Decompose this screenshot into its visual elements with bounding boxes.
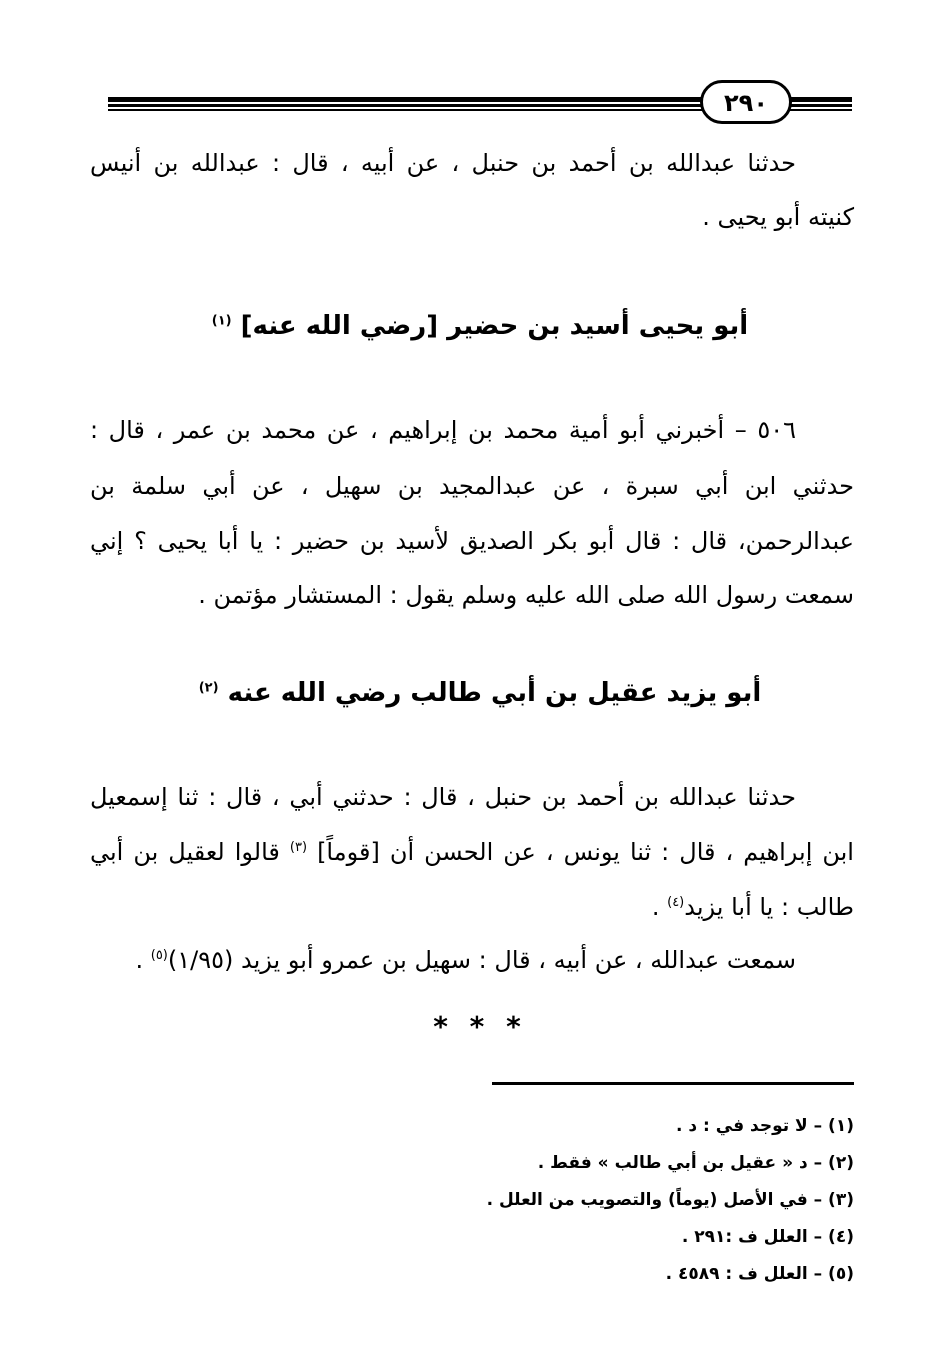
footnote-1-number: (١) –	[813, 1116, 854, 1136]
footnote-1	[354, 1111, 854, 1141]
intro-line-2: كنيته أبو يحيى .	[702, 203, 854, 231]
footnote-marker-4: (٤)	[667, 895, 685, 910]
section-2-line-2-part-a: ابن إبراهيم ، قال : ثنا يونس ، عن الحسن أن [قوماً]	[317, 838, 854, 866]
footnote-5-number: (٥) –	[813, 1264, 854, 1284]
section-2-line-3-part-b: .	[651, 893, 660, 921]
footnote-rule	[492, 1082, 854, 1085]
footnote-2-text: د « عقيل بن أبي طالب » فقط .	[537, 1153, 808, 1173]
footnote-4	[354, 1222, 854, 1252]
section-1-line-4: سمعت رسول الله صلى الله عليه وسلم يقول : المستشار مؤتمن .	[198, 581, 854, 609]
footnote-marker-1: (١)	[211, 313, 232, 329]
footnote-2-number: (٢) –	[813, 1153, 854, 1173]
footnote-3	[354, 1185, 854, 1215]
footnote-marker-5: (٥)	[150, 948, 168, 963]
footnote-2	[354, 1148, 854, 1178]
section-1-line-2: حدثني ابن أبي سبرة ، عن عبدالمجيد بن سهيل ، عن أبي سلمة بن	[90, 472, 854, 500]
section-2-line-4-part-b: .	[135, 946, 144, 974]
footnote-4-number: (٤) –	[813, 1227, 854, 1247]
section-1-line-3: عبدالرحمن، قال : قال أبو بكر الصديق لأسيد بن حضير : يا أبا يحيى ؟ إني	[90, 527, 854, 555]
footnote-marker-2: (٢)	[198, 680, 219, 696]
section-2-line-3	[90, 887, 854, 927]
section-2-line-4-part-a: سمعت عبدالله ، عن أبيه ، قال : سهيل بن عمرو أبو يزيد (١/٩٥)	[167, 946, 796, 974]
intro-line-1: حدثنا عبدالله بن أحمد بن حنبل ، عن أبيه ، قال : عبدالله بن أنيس	[90, 149, 796, 177]
section-2-line-2-part-b: قالوا لعقيل بن أبي	[90, 838, 280, 866]
section-2-heading	[108, 673, 852, 713]
section-1-heading-text: أبو يحيى أسيد بن حضير [رضي الله عنه]	[240, 311, 749, 341]
footnote-marker-3: (٣)	[289, 840, 308, 855]
section-2-line-3-part-a: طالب : يا أبا يزيد	[684, 893, 854, 921]
section-2-heading-text: أبو يزيد عقيل بن أبي طالب رضي الله عنه	[227, 678, 762, 708]
footnote-5	[354, 1259, 854, 1289]
footnote-3-text: في الأصل (يوماً) والتصويب من العلل .	[486, 1190, 808, 1210]
footnote-1-text: لا توجد في : د .	[676, 1116, 808, 1136]
page-number-frame	[700, 80, 792, 124]
section-1-line-1: ٥٠٦ – أخبرني أبو أمية محمد بن إبراهيم ، عن محمد بن عمر ، قال :	[90, 416, 796, 444]
footnote-4-text: العلل ف :٢٩١ .	[681, 1227, 808, 1247]
section-2-line-2	[90, 832, 854, 872]
section-1-heading	[108, 306, 852, 346]
footnote-5-text: العلل ف : ٤٥٨٩ .	[665, 1264, 808, 1284]
footnote-3-number: (٣) –	[813, 1190, 854, 1210]
section-2-line-4	[90, 940, 796, 980]
page-number: ٢٩٠	[724, 89, 768, 117]
section-2-line-1: حدثنا عبدالله بن أحمد بن حنبل ، قال : حدثني أبي ، قال : ثنا إسمعيل	[90, 783, 796, 811]
section-separator: * * *	[433, 1010, 527, 1043]
